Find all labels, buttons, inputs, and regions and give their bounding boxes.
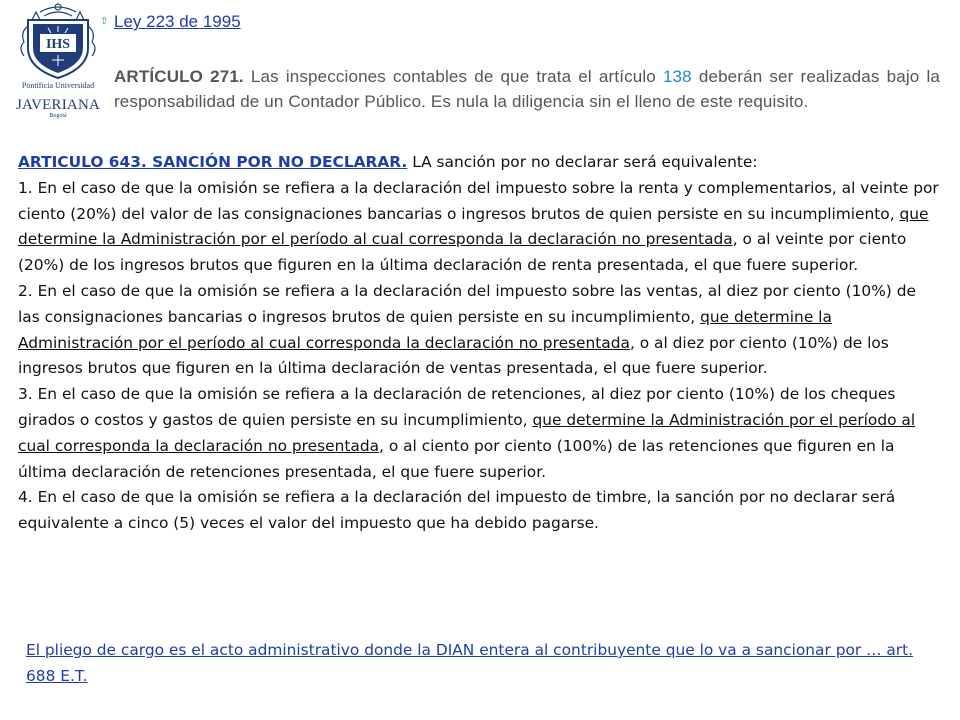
article-138-reference[interactable]: 138 — [662, 67, 692, 86]
item-3-text-b: , o al ciento por ciento (100%) de las retenciones que figuren en la última declaración de retenciones presentada, el que fuere superior. — [18, 436, 895, 481]
item-2-text-a: 2. En el caso de que la omisión se refiera a la declaración del impuesto sobre las ventas, al diez por ciento (10%) de las consignaciones bancarias o ingresos brutos de quien persiste en su incumplimiento, — [18, 281, 916, 326]
article-271-text-b: deberán ser realizadas bajo la responsabilidad de un Contador Público. Es nula la diligencia sin el lleno de este requisito. — [114, 67, 940, 111]
law-link[interactable]: Ley 223 de 1995 — [114, 12, 241, 31]
logo-line-bogota: Bogotá — [49, 113, 67, 119]
article-643-item-3 — [18, 382, 940, 485]
article-271-paragraph — [114, 64, 940, 114]
article-271-text-a: Las inspecciones contables de que trata el artículo — [243, 67, 663, 86]
item-3-underlined: que determine la Administración por el período al cual corresponda la declaración no presentada — [18, 410, 916, 455]
article-643-item-2 — [18, 279, 940, 382]
logo-line-javeriana: JAVERIANA — [15, 97, 101, 113]
article-643-heading-link[interactable]: ARTICULO 643. SANCIÓN POR NO DECLARAR. — [18, 153, 408, 171]
item-2-text-b: , o al diez por ciento (10%) de los ingresos brutos que figuren en la última declaración de ventas presentada, el que fuere superior. — [18, 333, 889, 378]
logo-line-1: Pontificia Universidad — [21, 81, 95, 90]
article-271-label: ARTÍCULO 271. — [114, 67, 244, 86]
ihs-monogram: IHS — [45, 37, 71, 52]
article-643-section — [18, 150, 940, 537]
university-logo — [10, 2, 106, 120]
item-2-underlined: que determine la Administración por el período al cual corresponda la declaración no presentada — [18, 307, 832, 352]
pliego-de-cargo-link[interactable]: El pliego de cargo es el acto administrativo donde la DIAN entera al contribuyente que lo va a sancionar por … art. 688 E.T. — [26, 641, 914, 685]
item-1-text-b: , o al veinte por ciento (20%) de los ingresos brutos que figuren en la última declaración de renta presentada, el que fuere superior. — [18, 230, 907, 275]
item-1-text-a: 1. En el caso de que la omisión se refiera a la declaración del impuesto sobre la renta y complementarios, al veinte por ciento (20%) del valor de las consignaciones bancarias o ingresos brutos de quien persiste en su incumplimiento, — [18, 178, 939, 223]
home-arrow-icon[interactable]: ⇧ — [100, 16, 109, 27]
shield-emblem-icon — [10, 2, 106, 82]
article-643-item-4: 4. En el caso de que la omisión se refiera a la declaración del impuesto de timbre, la sanción por no declarar será equivalente a cinco (5) veces el valor del impuesto que ha debido pagarse. — [18, 488, 896, 533]
item-3-text-a: 3. En el caso de que la omisión se refiera a la declaración de retenciones, al diez por ciento (10%) de los cheques girados o costos y gastos de quien persiste en su incumplimiento, — [18, 385, 896, 429]
article-643-item-1 — [18, 176, 940, 279]
article-643-intro: LA sanción por no declarar será equivalente: — [407, 153, 758, 171]
item-1-underlined: que determine la Administración por el período al cual corresponda la declaración no presentada — [18, 204, 929, 249]
article-643-heading-line — [18, 150, 940, 176]
